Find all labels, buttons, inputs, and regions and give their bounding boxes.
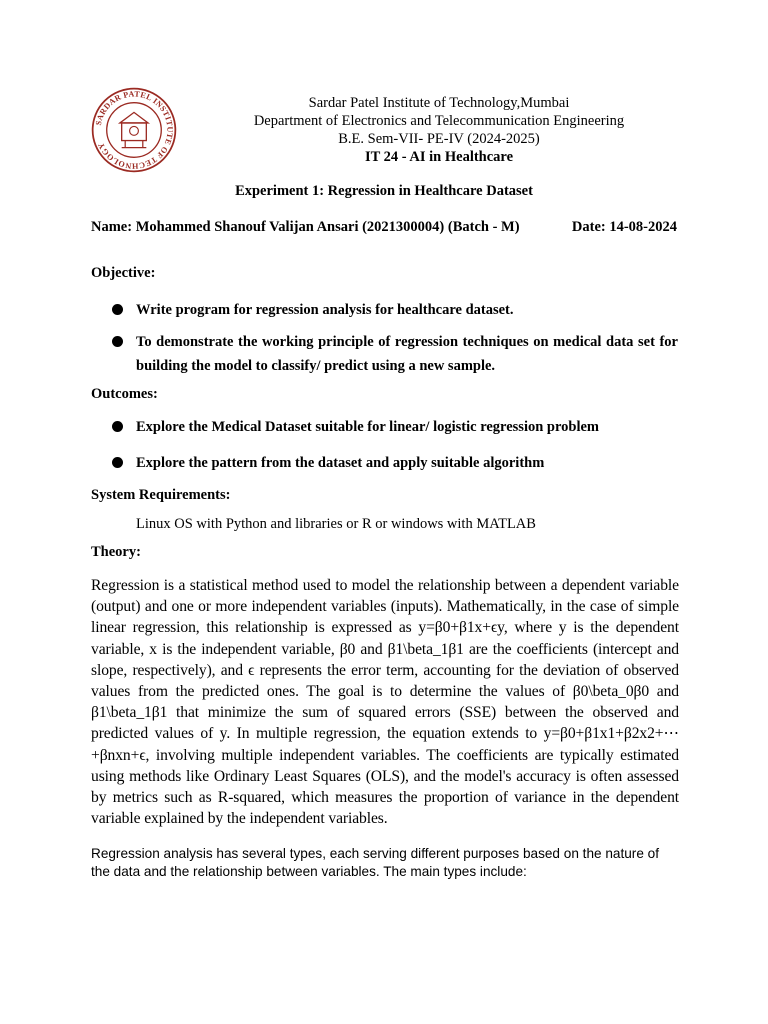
outcomes-heading: Outcomes: bbox=[91, 386, 158, 402]
system-requirements-text: Linux OS with Python and libraries or R or windows with MATLAB bbox=[136, 516, 536, 532]
objective-item-text: To demonstrate the working principle of regression techniques on medical data set for building the model to classify/ predict using a new sample. bbox=[136, 334, 678, 374]
experiment-date: Date: 14-08-2024 bbox=[571, 219, 677, 235]
semester-line: B.E. Sem-VII- PE-IV (2024-2025) bbox=[338, 131, 540, 147]
objective-item-text: Write program for regression analysis for healthcare dataset. bbox=[136, 302, 514, 318]
bullet-icon bbox=[112, 457, 123, 468]
institute-logo bbox=[90, 86, 178, 174]
department-name: Department of Electronics and Telecommunication Engineering bbox=[253, 113, 625, 129]
objective-heading: Objective: bbox=[91, 265, 156, 281]
institute-name: Sardar Patel Institute of Technology,Mumbai bbox=[308, 95, 570, 111]
system-requirements-heading: System Requirements: bbox=[91, 487, 231, 503]
bullet-icon bbox=[112, 336, 123, 347]
objective-item bbox=[112, 330, 678, 378]
experiment-title: Experiment 1: Regression in Healthcare Dataset bbox=[235, 183, 533, 199]
objective-item bbox=[112, 298, 678, 322]
outcome-item-text: Explore the Medical Dataset suitable for linear/ logistic regression problem bbox=[136, 419, 600, 435]
bullet-icon bbox=[112, 421, 123, 432]
theory-paragraph: Regression is a statistical method used to model the relationship between a dependent variable (output) and one or more independent variables (inputs). Mathematically, in the case of simple linear regression, this relationship is expressed as y=β0+β1x+ϵy, where y is the dependent variable, x is the independent variable, β0 and β1\beta_1β1 are the coefficients (intercept and slope, respectively), and ϵ represents the error term, accounting for the deviation of observed values from the predicted ones. The goal is to determine the values of β0\beta_0β0 and β1\beta_1β1 that minimize the sum of squared errors (SSE) between the observed and predicted values of y. In multiple regression, the equation extends to y=β0+β1x1+β2x2+⋯+βnxn+ϵ, involving multiple independent variables. The coefficients are typically estimated using methods like Ordinary Least Squares (OLS), and the model's accuracy is often assessed by metrics such as R-squared, which measures the proportion of variance in the dependent variable explained by the independent variables. bbox=[91, 577, 679, 828]
svg-text:SARDAR PATEL INSTITUTE OF TECH bbox=[94, 89, 175, 170]
theory-heading: Theory: bbox=[91, 544, 141, 560]
student-name: Name: Mohammed Shanouf Valijan Ansari (2021300004) (Batch - M) bbox=[91, 219, 520, 235]
course-title: IT 24 - AI in Healthcare bbox=[364, 149, 514, 165]
regression-types-intro: Regression analysis has several types, each serving different purposes based on the nature of the data and the relationship between variables. The main types include: bbox=[91, 846, 660, 880]
bullet-icon bbox=[112, 304, 123, 315]
outcome-item bbox=[112, 451, 678, 475]
logo-emblem bbox=[120, 112, 148, 147]
logo-text: SARDAR PATEL INSTITUTE OF TECHNOLOGY bbox=[93, 89, 175, 171]
outcome-item bbox=[112, 415, 678, 439]
outcome-item-text: Explore the pattern from the dataset and apply suitable algorithm bbox=[136, 455, 545, 471]
